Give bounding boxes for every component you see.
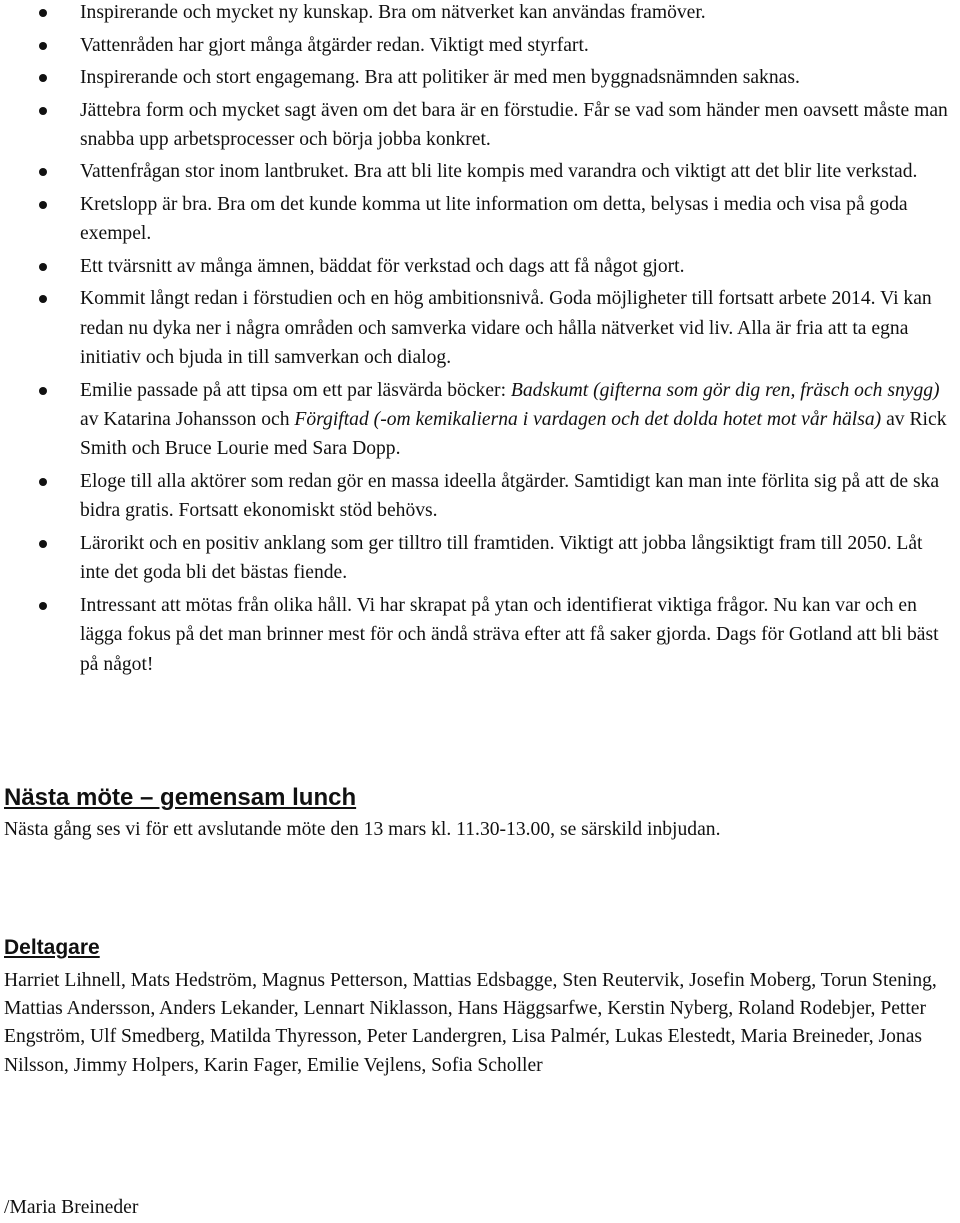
- list-item-text: Eloge till alla aktörer som redan gör en massa ideella åtgärder. Samtidigt kan man inte förlita sig på att de ska bidra gratis. Fortsatt ekonomiskt stöd behövs.: [80, 470, 940, 522]
- bullet-dot-icon: [39, 602, 47, 610]
- list-item: [0, 467, 960, 526]
- bullet-dot-icon: [39, 478, 47, 486]
- next-meeting-heading: Nästa möte – gemensam lunch: [4, 784, 357, 811]
- list-item-text: av Rick Smith och Bruce Lourie med Sara Dopp.: [80, 409, 947, 460]
- bullet-dot-icon: [39, 107, 47, 115]
- list-item: [0, 284, 960, 372]
- list-item-text: Inspirerande och mycket ny kunskap. Bra om nätverket kan användas framöver.: [80, 2, 706, 23]
- list-item: [0, 376, 960, 464]
- bullet-dot-icon: [39, 295, 47, 303]
- list-item: [0, 63, 960, 92]
- signature: /Maria Breineder: [4, 1197, 139, 1218]
- next-meeting-text: Nästa gång ses vi för ett avslutande möte den 13 mars kl. 11.30-13.00, se särskild inbjudan.: [4, 819, 721, 840]
- list-item: [0, 529, 960, 588]
- bullet-dot-icon: [39, 42, 47, 50]
- list-item-text: Kommit långt redan i förstudien och en hög ambitionsnivå. Goda möjligheter till fortsatt arbete 2014. Vi kan redan nu dyka ner i några områden och samverka vidare och hålla nätverket vid liv. Alla är fria att ta egna initiativ och bjuda in till samverkan och dialog.: [80, 288, 932, 369]
- bullet-dot-icon: [39, 540, 47, 548]
- list-item-text: Intressant att mötas från olika håll. Vi har skrapat på ytan och identifierat viktiga frågor. Nu kan var och en lägga fokus på det man brinner mest för och ändå sträva efter att få saker gjorda. Dags för Gotland att bli bäst på något!: [80, 594, 939, 675]
- bullet-dot-icon: [39, 9, 47, 17]
- participants-heading: Deltagare: [4, 936, 100, 959]
- list-item: [0, 31, 960, 60]
- list-item: [0, 0, 960, 27]
- list-item-text: Vattenråden har gjort många åtgärder redan. Viktigt med styrfart.: [80, 34, 589, 56]
- bullet-dot-icon: [39, 201, 47, 209]
- bullet-dot-icon: [39, 387, 47, 395]
- list-item-text: Emilie passade på att tipsa om ett par läsvärda böcker:: [80, 379, 511, 401]
- list-item-text: Lärorikt och en positiv anklang som ger tilltro till framtiden. Viktigt att jobba långsiktigt fram till 2050. Låt inte det goda bli det bästas fiende.: [80, 532, 923, 584]
- list-item-text: Jättebra form och mycket sagt även om det bara är en förstudie. Får se vad som händer men oavsett måste man snabba upp arbetsprocesser och börja jobba konkret.: [80, 99, 948, 150]
- bullet-dot-icon: [39, 263, 47, 271]
- bullet-dot-icon: [39, 168, 47, 176]
- participants-list: Harriet Lihnell, Mats Hedström, Magnus Petterson, Mattias Edsbagge, Sten Reutervik, Josefin Moberg, Torun Stening, Mattias Andersson, Anders Lekander, Lennart Niklasson, Hans Häggsarfwe, Kerstin Nyberg, Roland Rodebjer, Petter Engström, Ulf Smedberg, Matilda Thyresson, Peter Landergren, Lisa Palmér, Lukas Elestedt, Maria Breineder, Jonas Nilsson, Jimmy Holpers, Karin Fager, Emilie Vejlens, Sofia Scholler: [4, 970, 937, 1076]
- list-item: [0, 591, 960, 679]
- list-item: [0, 190, 960, 249]
- book-title: Förgiftad (-om kemikalierna i vardagen och det dolda hotet mot vår hälsa): [294, 409, 882, 431]
- list-item: [0, 96, 960, 155]
- list-item: [0, 157, 960, 186]
- list-item-text: Inspirerande och stort engagemang. Bra att politiker är med men byggnadsnämnden saknas.: [80, 67, 800, 88]
- list-item-text: Ett tvärsnitt av många ämnen, bäddat för verkstad och dags att få något gjort.: [80, 255, 685, 277]
- list-item: [0, 252, 960, 281]
- list-item-text: Kretslopp är bra. Bra om det kunde komma ut lite information om detta, belysas i media och visa på goda exempel.: [80, 193, 908, 245]
- list-item-text: av Katarina Johansson och: [80, 409, 295, 431]
- bullet-dot-icon: [39, 74, 47, 82]
- list-item-text: Vattenfrågan stor inom lantbruket. Bra att bli lite kompis med varandra och viktigt att det blir lite verkstad.: [80, 161, 918, 183]
- book-title: Badskumt (gifterna som gör dig ren, fräsch och snygg): [510, 379, 940, 401]
